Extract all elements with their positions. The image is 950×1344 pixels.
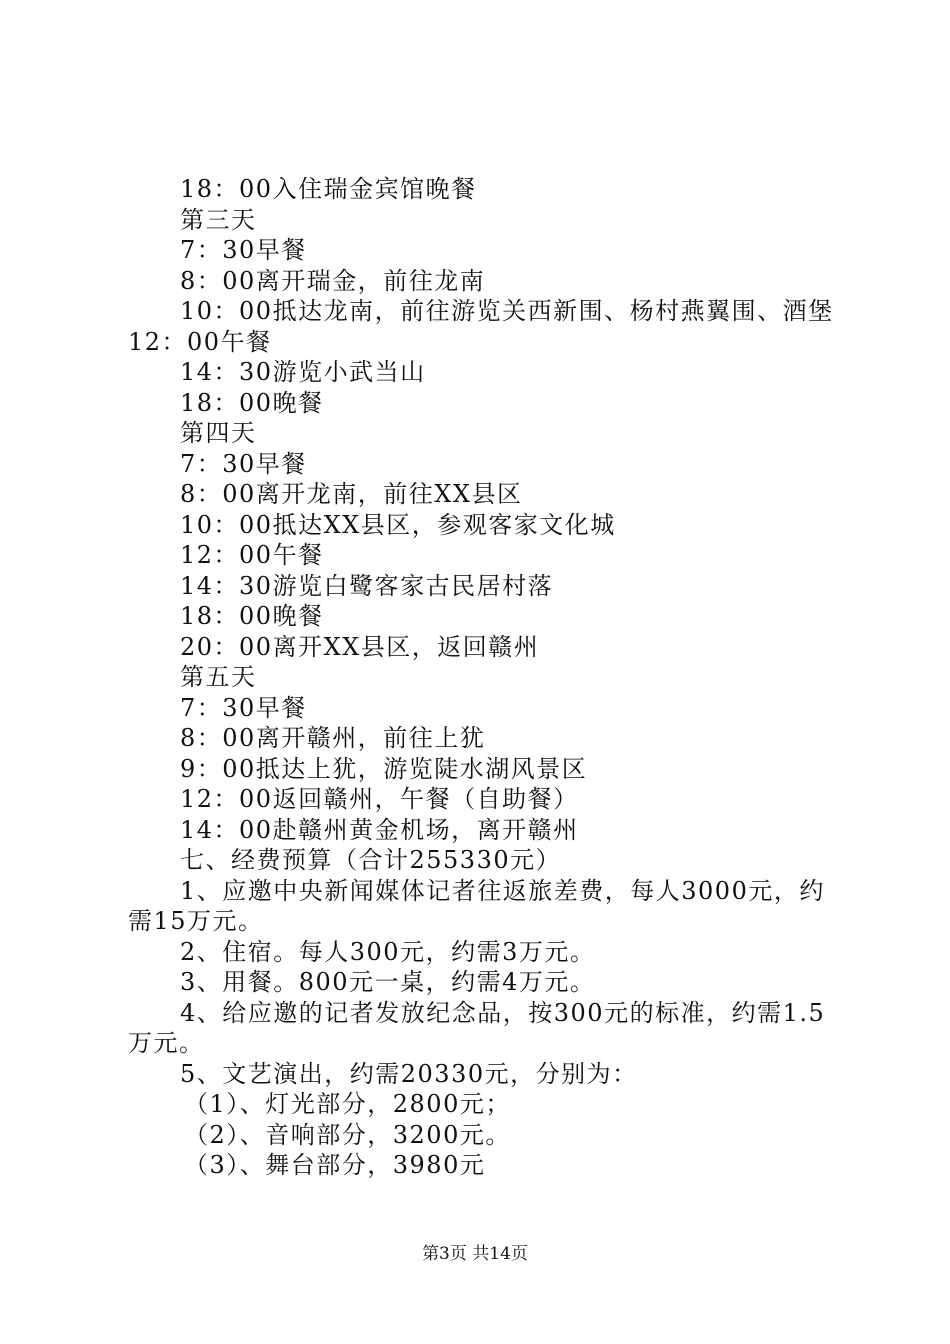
section-heading: 七、经费预算（合计255330元）: [180, 846, 562, 874]
schedule-line: 8：00离开赣州，前往上犹: [180, 724, 486, 752]
budget-item: 5、文艺演出，约需20330元，分别为：: [180, 1059, 638, 1088]
budget-item: 1、应邀中央新闻媒体记者往返旅差费，每人3000元，约: [180, 876, 825, 905]
budget-subitem: （3）、舞台部分，3980元: [184, 1151, 486, 1179]
schedule-line: 9：00抵达上犹，游览陡水湖风景区: [180, 754, 588, 783]
schedule-line: 8：00离开龙南，前往XX县区: [180, 480, 523, 508]
schedule-line: 18：00晚餐: [180, 388, 324, 417]
schedule-line: 10：00抵达龙南，前往游览关西新围、杨村燕翼围、酒堡: [180, 297, 834, 325]
budget-subitem: （2）、音响部分，3200元。: [184, 1120, 511, 1149]
day-heading: 第四天: [180, 419, 257, 447]
schedule-line: 12：00午餐: [180, 541, 324, 569]
budget-item-continuation: 需15万元。: [128, 907, 264, 935]
schedule-line: 12：00返回赣州，午餐（自助餐）: [180, 785, 579, 813]
schedule-line: 8：00离开瑞金，前往龙南: [180, 266, 486, 295]
day-heading: 第五天: [180, 663, 257, 691]
schedule-line: 14：30游览白鹭客家古民居村落: [180, 571, 554, 600]
schedule-line: 10：00抵达XX县区，参观客家文化城: [180, 510, 616, 539]
schedule-line: 7：30早餐: [180, 693, 307, 722]
schedule-line: 14：00赴赣州黄金机场，离开赣州: [180, 815, 579, 844]
schedule-line: 18：00晚餐: [180, 602, 324, 630]
budget-item-continuation: 万元。: [128, 1029, 205, 1057]
schedule-line: 14：30游览小武当山: [180, 358, 426, 386]
schedule-line: 7：30早餐: [180, 236, 307, 264]
day-heading: 第三天: [180, 205, 257, 234]
schedule-line: 18：00入住瑞金宾馆晚餐: [180, 175, 477, 203]
budget-subitem: （1）、灯光部分，2800元；: [184, 1090, 511, 1118]
budget-item: 4、给应邀的记者发放纪念品，按300元的标准，约需1.5: [180, 998, 826, 1027]
schedule-line: 20：00离开XX县区，返回赣州: [180, 632, 540, 661]
page-footer: 第3页 共14页: [422, 1244, 528, 1264]
schedule-line: 12：00午餐: [128, 327, 272, 356]
budget-item: 3、用餐。800元一桌，约需4万元。: [180, 968, 596, 996]
schedule-line: 7：30早餐: [180, 449, 307, 478]
budget-item: 2、住宿。每人300元，约需3万元。: [180, 937, 596, 966]
document-body: [128, 174, 834, 1181]
